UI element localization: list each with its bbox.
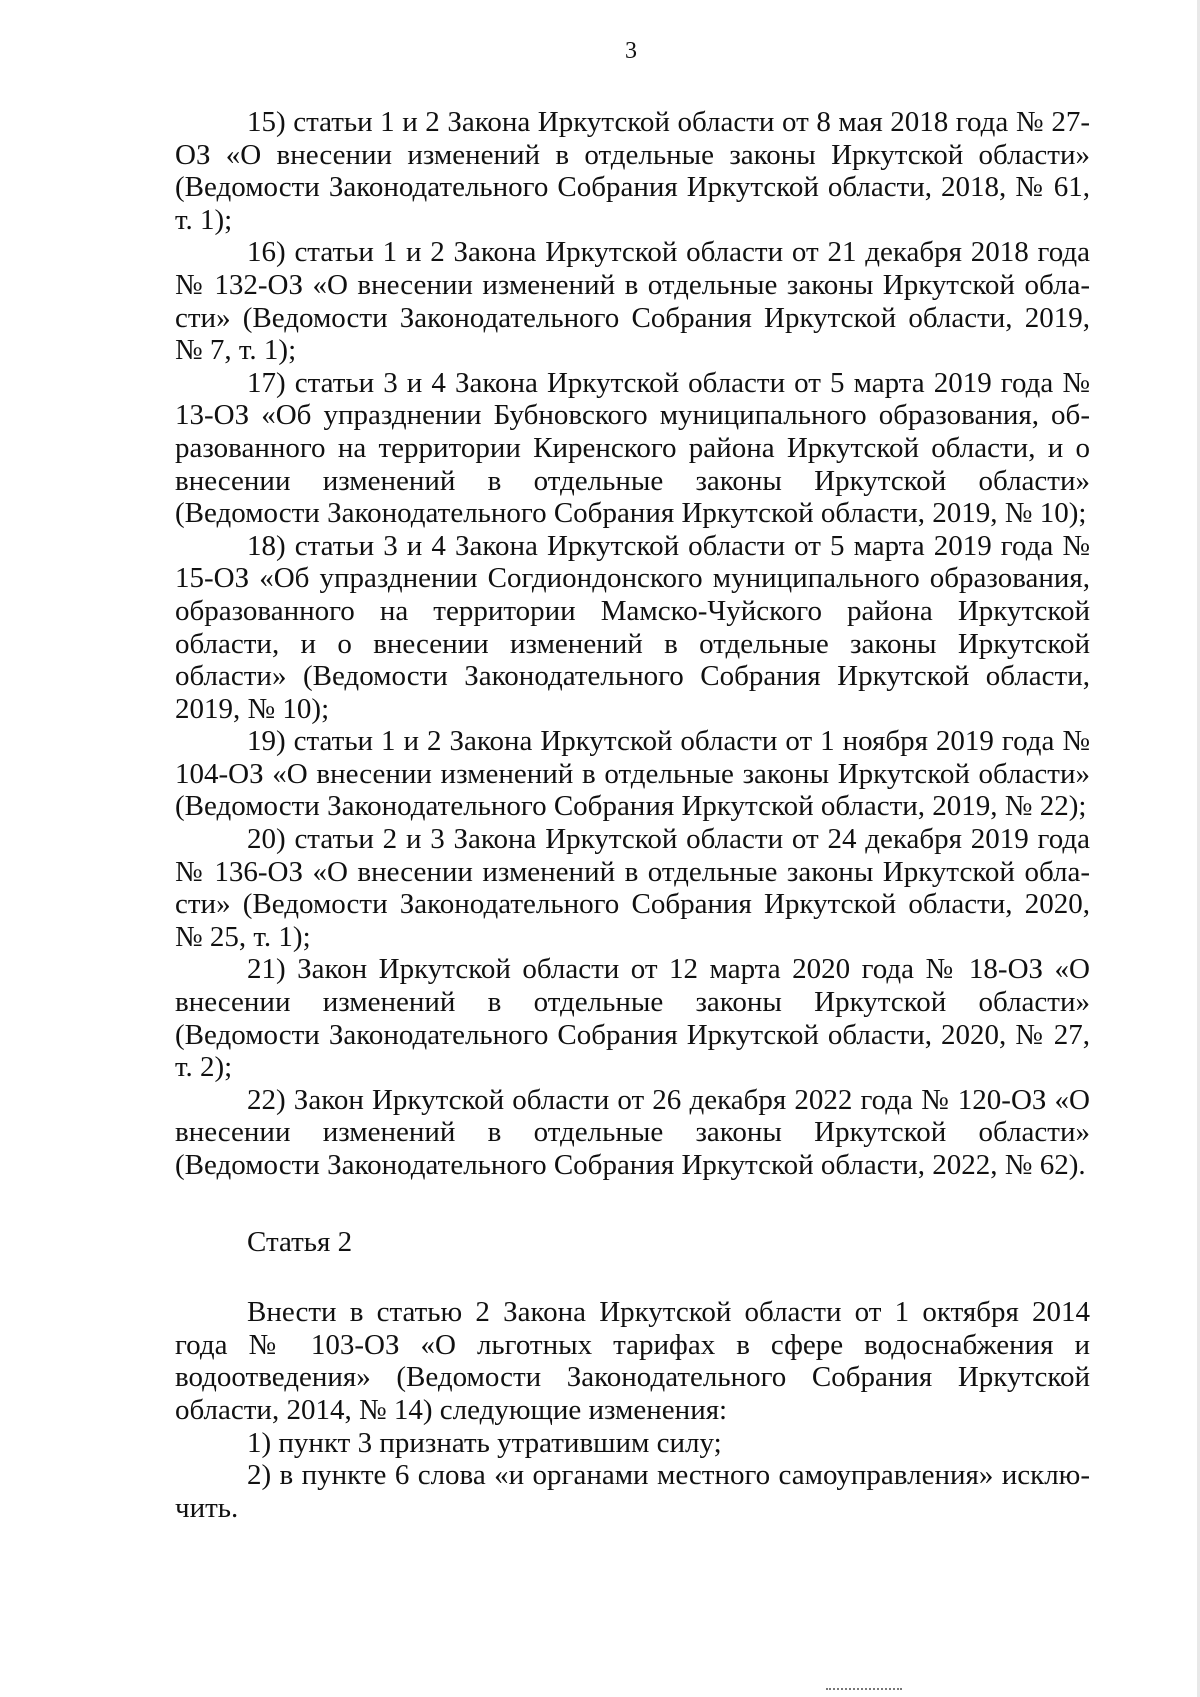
article-2-point-2: 2) в пункте 6 слова «и органами местного самоуправления» исключить.	[175, 1459, 1090, 1524]
list-item-21: 21) Закон Иркутской области от 12 марта 2020 года № 18-ОЗ «О внесении изменений в отдельные законы Иркутской области» (Ведомости Законодательного Собрания Иркутской области, 2020, № 27, т. 2);	[175, 953, 1090, 1084]
article-2-intro: Внести в статью 2 Закона Иркутской области от 1 октября 2014 года № 103-ОЗ «О льготных тарифах в сфере водоснабжения и водоотведения» (Ведомости Законодательного Собрания Иркутской области, 2014, № 14) следующие изменения:	[175, 1296, 1090, 1426]
list-item-20: 20) статьи 2 и 3 Закона Иркутской области от 24 декабря 2019 года № 136-ОЗ «О внесении изменений в отдельные законы Иркутской области» (Ведомости Законодательного Собрания Иркутской области, 2020, № 25, т. 1);	[175, 823, 1090, 953]
article-gap	[175, 1258, 1090, 1296]
list-item-19: 19) статьи 1 и 2 Закона Иркутской области от 1 ноября 2019 года № 104-ОЗ «О внесении изменений в отдельные законы Иркутской области» (Ведомости Законодательного Собрания Иркутской области, 2019, № 22);	[175, 725, 1090, 823]
document-body	[175, 106, 1090, 1524]
list-item-17: 17) статьи 3 и 4 Закона Иркутской области от 5 марта 2019 года № 13-ОЗ «Об упразднении Бубновского муниципального образования, образованного на территории Киренского района Иркутской области, и о внесении изменений в отдельные законы Иркутской области» (Ведомости Законодательного Собрания Иркутской области, 2019, № 10);	[175, 366, 1090, 530]
scan-artifact-mark	[826, 1688, 902, 1692]
page-number: 3	[625, 38, 637, 64]
list-item-18: 18) статьи 3 и 4 Закона Иркутской области от 5 марта 2019 года № 15-ОЗ «Об упразднении Согдиондонского муниципального образования, образованного на территории Мамско-Чуйского района Иркутской области, и о внесении изменений в отдельные законы Иркутской области» (Ведомости Законодательного Собрания Иркутской области, 2019, № 10);	[175, 529, 1090, 725]
article-2-point-1: 1) пункт 3 признать утратившим силу;	[247, 1426, 722, 1459]
list-item-15: 15) статьи 1 и 2 Закона Иркутской области от 8 мая 2018 года № 27-ОЗ «О внесении изменений в отдельные законы Иркутской области» (Ведомости Законодательного Собрания Иркутской области, 2018, № 61, т. 1);	[175, 106, 1090, 236]
article-2-heading: Статья 2	[247, 1225, 353, 1258]
list-item-16: 16) статьи 1 и 2 Закона Иркутской области от 21 декабря 2018 года № 132-ОЗ «О внесении изменений в отдельные законы Иркутской области» (Ведомости Законодательного Собрания Иркутской области, 2019, № 7, т. 1);	[175, 236, 1090, 367]
list-item-22: 22) Закон Иркутской области от 26 декабря 2022 года № 120-ОЗ «О внесении изменений в отдельные законы Иркутской области» (Ведомости Законодательного Собрания Иркутской области, 2022, № 62).	[175, 1083, 1090, 1181]
